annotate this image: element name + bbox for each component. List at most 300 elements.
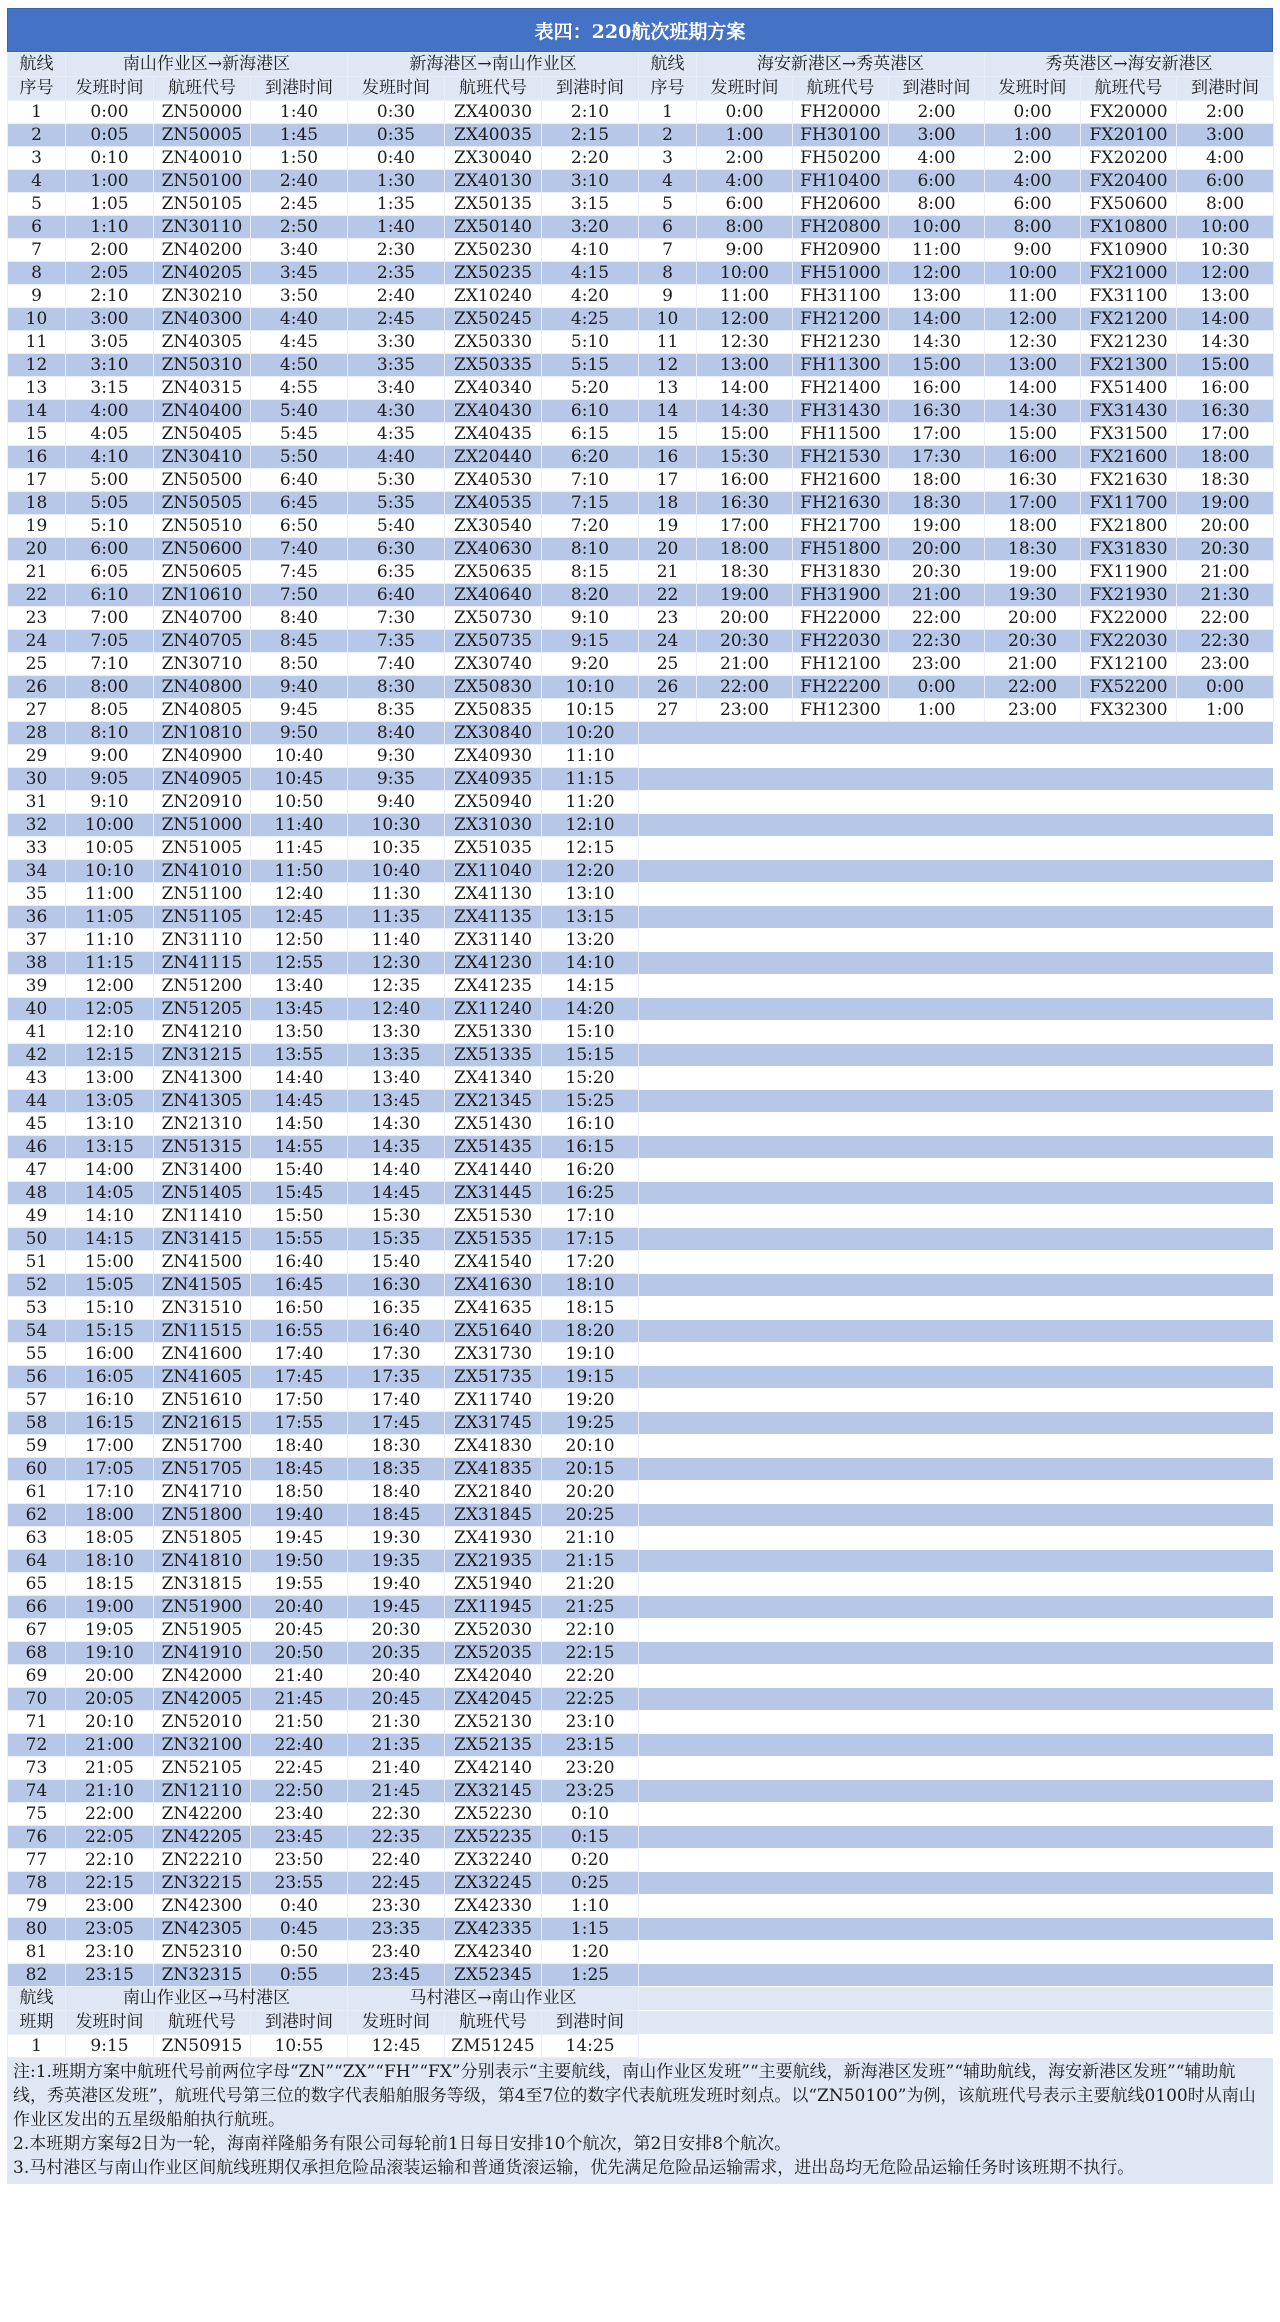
main-cell: 23:25 (542, 1780, 639, 1803)
main-cell: 9:35 (348, 768, 445, 791)
main-cell: 2:10 (66, 285, 154, 308)
main-cell: 22:15 (66, 1872, 154, 1895)
main-cell: 21:20 (542, 1573, 639, 1596)
main-cell: 11:20 (542, 791, 639, 814)
main-cell: ZN40205 (154, 262, 251, 285)
side-cell: FH21400 (793, 377, 889, 400)
table-row (8, 607, 1274, 630)
side-cell: 10:00 (1177, 216, 1274, 239)
main-cell: 5:10 (66, 515, 154, 538)
table-row (8, 1941, 1274, 1964)
main-cell: 11 (8, 331, 66, 354)
side-cell: 6 (639, 216, 697, 239)
main-cell: 14:40 (348, 1159, 445, 1182)
main-cell: 19:45 (348, 1596, 445, 1619)
main-cell: 41 (8, 1021, 66, 1044)
main-cell: 14:20 (542, 998, 639, 1021)
side-cell: FH21530 (793, 446, 889, 469)
main-cell: 8:40 (251, 607, 348, 630)
main-cell: 9:00 (66, 745, 154, 768)
main-cell: 10:20 (542, 722, 639, 745)
blank-cell (639, 1435, 1274, 1458)
table-row (8, 561, 1274, 584)
main-cell: 10:00 (66, 814, 154, 837)
table-row (8, 1067, 1274, 1090)
main-cell: 16:15 (66, 1412, 154, 1435)
side-cell: FH12300 (793, 699, 889, 722)
blank-cell (639, 1159, 1274, 1182)
note-2: 2.本班期方案每2日为一轮，海南祥隆船务有限公司每轮前1日每日安排10个航次，第2日安排8个航次。 (13, 2134, 792, 2154)
main-cell: ZX52035 (445, 1642, 542, 1665)
main-cell: 3:40 (251, 239, 348, 262)
side-cell: 21 (639, 561, 697, 584)
main-cell: 25 (8, 653, 66, 676)
main-cell: 12:15 (542, 837, 639, 860)
macun-cell: 9:15 (66, 2035, 154, 2058)
main-cell: 0:10 (66, 147, 154, 170)
main-cell: 22:05 (66, 1826, 154, 1849)
main-cell: 8:05 (66, 699, 154, 722)
side-cell: 15:00 (889, 354, 985, 377)
main-cell: 15:15 (542, 1044, 639, 1067)
main-cell: 9:10 (542, 607, 639, 630)
arr-header: 到港时间 (1177, 77, 1274, 101)
main-cell: 4:45 (251, 331, 348, 354)
main-cell: ZX31030 (445, 814, 542, 837)
main-cell: ZX51940 (445, 1573, 542, 1596)
main-cell: ZN52310 (154, 1941, 251, 1964)
main-cell: 52 (8, 1274, 66, 1297)
main-cell: 54 (8, 1320, 66, 1343)
main-cell: ZN51205 (154, 998, 251, 1021)
main-cell: 60 (8, 1458, 66, 1481)
main-cell: 20:30 (348, 1619, 445, 1642)
schedule-sheet (7, 8, 1273, 2184)
side-cell: 19 (639, 515, 697, 538)
table-row (8, 1527, 1274, 1550)
blank-cell (639, 1251, 1274, 1274)
main-cell: 45 (8, 1113, 66, 1136)
main-cell: ZX40435 (445, 423, 542, 446)
main-cell: 61 (8, 1481, 66, 1504)
main-cell: ZX40530 (445, 469, 542, 492)
main-cell: ZX32240 (445, 1849, 542, 1872)
main-cell: 22:10 (66, 1849, 154, 1872)
main-cell: 10:50 (251, 791, 348, 814)
table-row (8, 515, 1274, 538)
main-cell: 22:45 (348, 1872, 445, 1895)
side-cell: 2:00 (985, 147, 1081, 170)
main-cell: 50 (8, 1228, 66, 1251)
main-cell: 6:40 (251, 469, 348, 492)
side-cell: FX52200 (1081, 676, 1177, 699)
main-cell: ZN41010 (154, 860, 251, 883)
main-cell: 8:10 (542, 538, 639, 561)
main-cell: ZN40805 (154, 699, 251, 722)
main-cell: ZX30540 (445, 515, 542, 538)
side-cell: 17:00 (985, 492, 1081, 515)
main-cell: 8:10 (66, 722, 154, 745)
side-cell: 3:00 (889, 124, 985, 147)
main-cell: ZN31110 (154, 929, 251, 952)
main-cell: 12:50 (251, 929, 348, 952)
table-row (8, 699, 1274, 722)
main-cell: 5 (8, 193, 66, 216)
blank-cell (639, 1136, 1274, 1159)
side-cell: FH10400 (793, 170, 889, 193)
side-cell: 0:00 (697, 101, 793, 124)
main-cell: ZN21615 (154, 1412, 251, 1435)
main-cell: 13:50 (251, 1021, 348, 1044)
blank-cell (639, 906, 1274, 929)
main-cell: 4:30 (348, 400, 445, 423)
main-cell: 9:40 (348, 791, 445, 814)
main-cell: 79 (8, 1895, 66, 1918)
main-cell: 8:35 (348, 699, 445, 722)
main-cell: ZX31445 (445, 1182, 542, 1205)
main-cell: 5:10 (542, 331, 639, 354)
main-cell: 7:30 (348, 607, 445, 630)
main-cell: 2:10 (542, 101, 639, 124)
main-cell: 9 (8, 285, 66, 308)
side-cell: 16:30 (889, 400, 985, 423)
side-cell: 22:00 (889, 607, 985, 630)
main-cell: 22 (8, 584, 66, 607)
main-cell: 40 (8, 998, 66, 1021)
main-cell: 15 (8, 423, 66, 446)
main-cell: ZN32315 (154, 1964, 251, 1987)
blank-cell (639, 1849, 1274, 1872)
table-row (8, 262, 1274, 285)
main-cell: 19:40 (251, 1504, 348, 1527)
blank-cell (639, 1757, 1274, 1780)
main-cell: 19:00 (66, 1596, 154, 1619)
main-cell: ZN10810 (154, 722, 251, 745)
table-row (8, 1228, 1274, 1251)
main-cell: 11:05 (66, 906, 154, 929)
main-cell: ZX50635 (445, 561, 542, 584)
dep-header: 发班时间 (348, 77, 445, 101)
main-cell: ZN41500 (154, 1251, 251, 1274)
main-cell: 20:25 (542, 1504, 639, 1527)
main-cell: 22:30 (348, 1803, 445, 1826)
main-cell: 3 (8, 147, 66, 170)
main-cell: ZX52230 (445, 1803, 542, 1826)
side-cell: FX31500 (1081, 423, 1177, 446)
main-cell: 26 (8, 676, 66, 699)
main-cell: 15:05 (66, 1274, 154, 1297)
side-cell: 6:00 (985, 193, 1081, 216)
side-cell: FH20900 (793, 239, 889, 262)
main-cell: 23:40 (348, 1941, 445, 1964)
macun-cell: 14:25 (542, 2035, 639, 2058)
main-cell: ZX51535 (445, 1228, 542, 1251)
side-cell: FX31830 (1081, 538, 1177, 561)
main-cell: 1:10 (542, 1895, 639, 1918)
main-cell: 22:20 (542, 1665, 639, 1688)
table-row (8, 1274, 1274, 1297)
main-cell: 14:10 (542, 952, 639, 975)
main-cell: 15:15 (66, 1320, 154, 1343)
blank-cell (639, 791, 1274, 814)
table-row (8, 354, 1274, 377)
main-cell: ZN41910 (154, 1642, 251, 1665)
side-cell: 13:00 (889, 285, 985, 308)
main-cell: 23:45 (348, 1964, 445, 1987)
main-cell: ZX40035 (445, 124, 542, 147)
main-cell: 14:15 (542, 975, 639, 998)
table-row (8, 492, 1274, 515)
main-cell: 23:35 (348, 1918, 445, 1941)
side-cell: 15:30 (697, 446, 793, 469)
table-row (8, 814, 1274, 837)
main-cell: ZX50730 (445, 607, 542, 630)
route3-name: 海安新港区→秀英港区 (697, 53, 985, 77)
side-cell: 23:00 (697, 699, 793, 722)
table-row (8, 469, 1274, 492)
main-cell: 1:25 (542, 1964, 639, 1987)
main-cell: 75 (8, 1803, 66, 1826)
main-cell: 12:40 (348, 998, 445, 1021)
side-cell: FH31430 (793, 400, 889, 423)
main-cell: ZN41505 (154, 1274, 251, 1297)
main-cell: ZX51735 (445, 1366, 542, 1389)
main-cell: 22:35 (348, 1826, 445, 1849)
macun-column-header-row (8, 2011, 1274, 2035)
main-cell: ZN11410 (154, 1205, 251, 1228)
main-cell: 14:00 (66, 1159, 154, 1182)
main-cell: 17:40 (251, 1343, 348, 1366)
side-cell: 19:00 (889, 515, 985, 538)
main-cell: 1:05 (66, 193, 154, 216)
side-cell: FX12100 (1081, 653, 1177, 676)
main-cell: ZN41600 (154, 1343, 251, 1366)
side-cell: 16:30 (985, 469, 1081, 492)
main-cell: 0:50 (251, 1941, 348, 1964)
main-cell: ZN50405 (154, 423, 251, 446)
side-cell: 1:00 (697, 124, 793, 147)
side-cell: 4 (639, 170, 697, 193)
route-label: 航线 (8, 1987, 66, 2011)
main-cell: ZN30210 (154, 285, 251, 308)
side-cell: 18:30 (889, 492, 985, 515)
main-cell: ZN50005 (154, 124, 251, 147)
side-cell: 12:00 (985, 308, 1081, 331)
side-cell: FH51000 (793, 262, 889, 285)
table-row (8, 1550, 1274, 1573)
main-cell: 19:55 (251, 1573, 348, 1596)
main-cell: 17:30 (348, 1343, 445, 1366)
side-cell: FX31430 (1081, 400, 1177, 423)
blank-cell (639, 768, 1274, 791)
table-row (8, 1964, 1274, 1987)
table-row (8, 1205, 1274, 1228)
main-cell: ZX40535 (445, 492, 542, 515)
main-cell: 21:50 (251, 1711, 348, 1734)
main-cell: 2:00 (66, 239, 154, 262)
main-cell: ZX41340 (445, 1067, 542, 1090)
table-row (8, 883, 1274, 906)
main-cell: 3:10 (542, 170, 639, 193)
side-cell: FX10900 (1081, 239, 1177, 262)
dep-header: 发班时间 (348, 2011, 445, 2035)
main-cell: 7:45 (251, 561, 348, 584)
blank-cell (639, 1113, 1274, 1136)
code-header: 航班代号 (154, 77, 251, 101)
arr-header: 到港时间 (542, 77, 639, 101)
table-row (8, 1734, 1274, 1757)
main-cell: 22:00 (66, 1803, 154, 1826)
side-cell: 18:00 (697, 538, 793, 561)
main-cell: 9:40 (251, 676, 348, 699)
main-cell: 4:40 (348, 446, 445, 469)
side-cell: 18:30 (697, 561, 793, 584)
side-cell: 6:00 (1177, 170, 1274, 193)
main-cell: ZN40700 (154, 607, 251, 630)
table-row (8, 124, 1274, 147)
side-cell: 2 (639, 124, 697, 147)
main-cell: 13:20 (542, 929, 639, 952)
blank-cell (639, 1642, 1274, 1665)
side-cell: 19:00 (985, 561, 1081, 584)
main-cell: 22:25 (542, 1688, 639, 1711)
main-cell: 15:25 (542, 1090, 639, 1113)
main-cell: ZX50830 (445, 676, 542, 699)
code-header: 航班代号 (445, 77, 542, 101)
main-cell: 6:30 (348, 538, 445, 561)
main-cell: 3:05 (66, 331, 154, 354)
table-row (8, 1872, 1274, 1895)
table-row (8, 1596, 1274, 1619)
table-row (8, 1711, 1274, 1734)
main-cell: 16:05 (66, 1366, 154, 1389)
main-cell: 15:35 (348, 1228, 445, 1251)
side-cell: FX20100 (1081, 124, 1177, 147)
main-cell: ZN41305 (154, 1090, 251, 1113)
shift-header: 班期 (8, 2011, 66, 2035)
blank-cell (639, 1573, 1274, 1596)
side-cell: 12:30 (985, 331, 1081, 354)
main-cell: 1 (8, 101, 66, 124)
main-cell: 19:10 (66, 1642, 154, 1665)
table-row (8, 929, 1274, 952)
side-cell: FH20800 (793, 216, 889, 239)
main-cell: 6 (8, 216, 66, 239)
main-cell: 6:15 (542, 423, 639, 446)
main-cell: 42 (8, 1044, 66, 1067)
main-cell: 10:40 (251, 745, 348, 768)
side-cell: 16:30 (697, 492, 793, 515)
main-cell: 14:30 (348, 1113, 445, 1136)
side-cell: 9 (639, 285, 697, 308)
blank-cell (639, 1941, 1274, 1964)
table-row (8, 1665, 1274, 1688)
main-cell: 13:35 (348, 1044, 445, 1067)
main-cell: 7:10 (542, 469, 639, 492)
main-cell: ZX40030 (445, 101, 542, 124)
main-cell: 21:15 (542, 1550, 639, 1573)
main-cell: ZN40200 (154, 239, 251, 262)
main-cell: ZN51800 (154, 1504, 251, 1527)
main-cell: 21:40 (348, 1757, 445, 1780)
main-cell: 30 (8, 768, 66, 791)
main-cell: 2:40 (251, 170, 348, 193)
main-cell: ZN40315 (154, 377, 251, 400)
side-cell: FX20400 (1081, 170, 1177, 193)
main-cell: 1:15 (542, 1918, 639, 1941)
seq-header: 序号 (8, 77, 66, 101)
main-cell: 9:20 (542, 653, 639, 676)
main-cell: ZX11240 (445, 998, 542, 1021)
main-cell: 8:45 (251, 630, 348, 653)
main-cell: ZN40010 (154, 147, 251, 170)
side-cell: 4:00 (985, 170, 1081, 193)
main-cell: ZN41605 (154, 1366, 251, 1389)
main-cell: 18:45 (251, 1458, 348, 1481)
macun-cell: 10:55 (251, 2035, 348, 2058)
blank-cell (639, 860, 1274, 883)
main-cell: ZN42305 (154, 1918, 251, 1941)
main-cell: 19:20 (542, 1389, 639, 1412)
main-cell: 19:45 (251, 1527, 348, 1550)
main-cell: 14:15 (66, 1228, 154, 1251)
main-cell: 2:50 (251, 216, 348, 239)
side-cell: 13:00 (1177, 285, 1274, 308)
macun-cell: ZM51245 (445, 2035, 542, 2058)
main-cell: 17:45 (348, 1412, 445, 1435)
main-cell: 13:10 (66, 1113, 154, 1136)
route-label: 航线 (8, 53, 66, 77)
main-cell: 14:05 (66, 1182, 154, 1205)
main-cell: 18:15 (542, 1297, 639, 1320)
side-cell: 13:00 (985, 354, 1081, 377)
main-cell: 23:20 (542, 1757, 639, 1780)
route6-name: 马村港区→南山作业区 (348, 1987, 639, 2011)
side-cell: 0:00 (985, 101, 1081, 124)
main-cell: 2:45 (251, 193, 348, 216)
main-cell: 10 (8, 308, 66, 331)
main-cell: 6:00 (66, 538, 154, 561)
blank-cell (639, 1895, 1274, 1918)
main-cell: 5:35 (348, 492, 445, 515)
side-cell: 11 (639, 331, 697, 354)
side-cell: 20:00 (1177, 515, 1274, 538)
side-cell: 4:00 (697, 170, 793, 193)
side-cell: 20 (639, 538, 697, 561)
main-cell: ZN51315 (154, 1136, 251, 1159)
main-cell: ZX31845 (445, 1504, 542, 1527)
main-cell: ZN30710 (154, 653, 251, 676)
table-row (8, 1803, 1274, 1826)
main-cell: 4:50 (251, 354, 348, 377)
main-cell: 16:55 (251, 1320, 348, 1343)
side-cell: FH22030 (793, 630, 889, 653)
main-cell: 1:40 (348, 216, 445, 239)
side-cell: 20:00 (889, 538, 985, 561)
main-cell: ZN42205 (154, 1826, 251, 1849)
main-cell: 11:45 (251, 837, 348, 860)
main-cell: 2:35 (348, 262, 445, 285)
main-cell: 14:45 (251, 1090, 348, 1113)
main-cell: ZX42335 (445, 1918, 542, 1941)
main-cell: 18:35 (348, 1458, 445, 1481)
main-cell: ZN41115 (154, 952, 251, 975)
blank-cell (639, 1412, 1274, 1435)
main-cell: 1:20 (542, 1941, 639, 1964)
table-row (8, 791, 1274, 814)
main-cell: 34 (8, 860, 66, 883)
main-cell: 15:50 (251, 1205, 348, 1228)
